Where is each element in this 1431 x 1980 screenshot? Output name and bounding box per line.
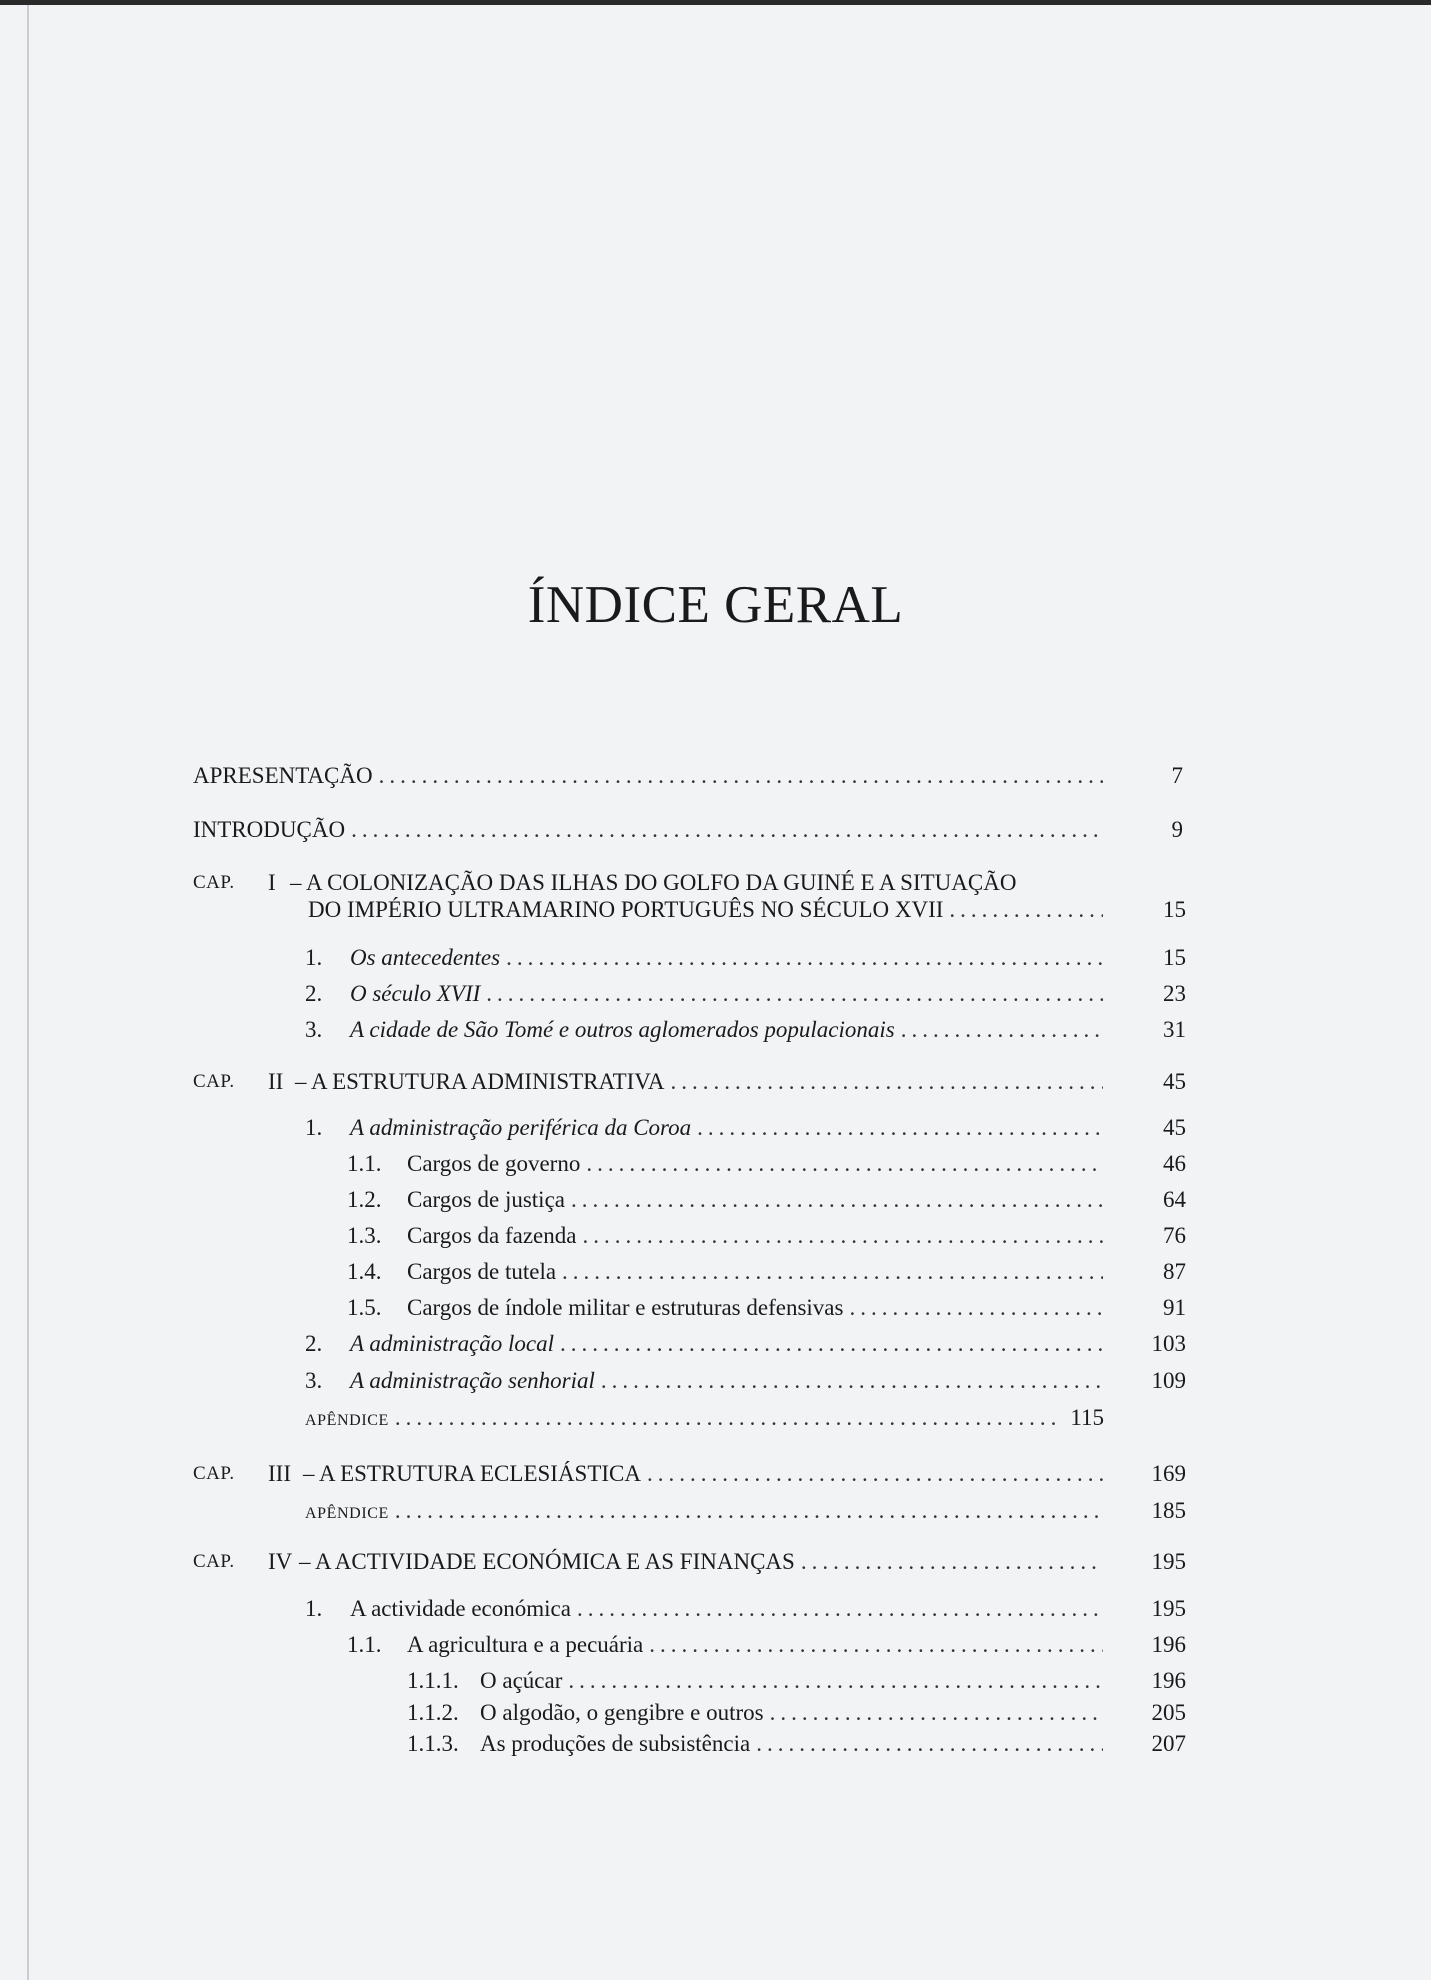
toc-label: O século XVII	[350, 981, 481, 1006]
toc-page: 109	[1151, 1368, 1186, 1393]
toc-label: As produções de subsistência	[480, 1731, 751, 1756]
toc-entry	[305, 980, 1107, 1008]
toc-entry-cap1	[308, 896, 1107, 924]
leader-dots	[647, 1460, 1103, 1488]
toc-entry-appendix	[305, 1497, 1107, 1528]
toc-entry	[305, 1114, 1107, 1142]
toc-entry	[347, 1150, 1107, 1178]
leader-dots	[949, 896, 1103, 924]
toc-entry	[347, 1186, 1107, 1214]
toc-label: – A ACTIVIDADE ECONÓMICA E AS FINANÇAS	[299, 1549, 795, 1574]
toc-page: 9	[1171, 817, 1183, 842]
toc-entry	[347, 1258, 1107, 1286]
leader-dots	[571, 1186, 1103, 1214]
toc-entry-appendix	[305, 1404, 1062, 1435]
toc-number: 2.	[305, 981, 323, 1006]
toc-number: 1.	[305, 945, 323, 970]
scan-left-edge	[27, 5, 29, 1980]
chapter-title-line	[290, 869, 1016, 897]
toc-entry	[305, 944, 1107, 972]
leader-dots	[849, 1294, 1103, 1322]
toc-number: 3.	[305, 1368, 323, 1393]
toc-label: A administração local	[350, 1331, 555, 1356]
toc-page: 76	[1163, 1223, 1186, 1248]
toc-label: A administração senhorial	[350, 1368, 595, 1393]
toc-label: A actividade económica	[350, 1596, 571, 1621]
toc-label: – A ESTRUTURA ADMINISTRATIVA	[295, 1069, 665, 1094]
toc-label: APRESENTAÇÃO	[193, 763, 373, 788]
toc-entry	[305, 1595, 1107, 1623]
toc-number: 1.1.1.	[407, 1668, 459, 1693]
toc-entry	[407, 1730, 1107, 1758]
toc-entry	[305, 1367, 1107, 1395]
toc-number: 1.1.	[347, 1151, 382, 1176]
toc-entry-cap2	[295, 1068, 1107, 1096]
toc-page: 23	[1163, 981, 1186, 1006]
toc-page: 195	[1151, 1596, 1186, 1621]
toc-number: 2.	[305, 1331, 323, 1356]
toc-entry	[407, 1667, 1107, 1695]
leader-dots	[395, 1404, 1058, 1432]
toc-page: 169	[1151, 1461, 1186, 1486]
toc-number: 1.3.	[347, 1223, 382, 1248]
leader-dots	[697, 1114, 1103, 1142]
toc-page: 185	[1151, 1498, 1186, 1523]
leader-dots	[577, 1595, 1103, 1623]
toc-label: – A ESTRUTURA ECLESIÁSTICA	[303, 1461, 642, 1486]
leader-dots	[671, 1068, 1103, 1096]
leader-dots	[649, 1631, 1103, 1659]
leader-dots	[568, 1667, 1103, 1695]
toc-number: 3.	[305, 1017, 323, 1042]
toc-label: O açúcar	[480, 1668, 563, 1693]
leader-dots	[351, 816, 1103, 844]
scan-top-edge	[0, 0, 1431, 5]
toc-page: 196	[1151, 1668, 1186, 1693]
chapter-prefix: CAP.	[193, 872, 235, 893]
leader-dots	[770, 1699, 1103, 1727]
toc-number: 1.4.	[347, 1259, 382, 1284]
leader-dots	[901, 1016, 1103, 1044]
toc-label: APÊNDICE	[305, 1505, 389, 1522]
toc-label: DO IMPÉRIO ULTRAMARINO PORTUGUÊS NO SÉCULO XVII	[308, 897, 944, 922]
toc-entry	[347, 1222, 1107, 1250]
leader-dots	[486, 980, 1103, 1008]
toc-page: 195	[1151, 1549, 1186, 1574]
toc-label: A administração periférica da Coroa	[350, 1115, 692, 1140]
toc-label: A agricultura e a pecuária	[407, 1632, 644, 1657]
chapter-number: I	[268, 870, 276, 895]
chapter-number: IV	[268, 1549, 293, 1574]
toc-label: Cargos de tutela	[407, 1259, 557, 1284]
toc-number: 1.5.	[347, 1295, 382, 1320]
toc-label: Cargos de índole militar e estruturas defensivas	[407, 1295, 844, 1320]
chapter-number: II	[268, 1069, 284, 1094]
toc-entry-introducao	[193, 816, 1107, 844]
chapter-number: III	[268, 1461, 291, 1486]
toc-number: 1.	[305, 1115, 323, 1140]
leader-dots	[560, 1330, 1103, 1358]
toc-page: 87	[1163, 1259, 1186, 1284]
toc-entry	[305, 1330, 1107, 1358]
toc-label: Cargos de justiça	[407, 1187, 565, 1212]
toc-page: 64	[1163, 1187, 1186, 1212]
toc-page: 15	[1163, 945, 1186, 970]
chapter-prefix: CAP.	[193, 1071, 235, 1092]
leader-dots	[379, 762, 1103, 790]
toc-number: 1.1.2.	[407, 1700, 459, 1725]
toc-page: 91	[1163, 1295, 1186, 1320]
toc-page: 115	[1070, 1405, 1104, 1430]
toc-label: A cidade de São Tomé e outros aglomerados populacionais	[350, 1017, 895, 1042]
leader-dots	[506, 944, 1103, 972]
toc-page: 15	[1163, 897, 1186, 922]
toc-number: 1.1.	[347, 1632, 382, 1657]
toc-entry	[347, 1631, 1107, 1659]
toc-label: APÊNDICE	[305, 1412, 389, 1429]
toc-number: 1.1.3.	[407, 1731, 459, 1756]
leader-dots	[395, 1497, 1103, 1525]
leader-dots	[756, 1730, 1103, 1758]
toc-page: 205	[1151, 1700, 1186, 1725]
toc-page: 45	[1163, 1115, 1186, 1140]
toc-number: 1.2.	[347, 1187, 382, 1212]
toc-number: 1.	[305, 1596, 323, 1621]
toc-page: 46	[1163, 1151, 1186, 1176]
leader-dots	[801, 1548, 1103, 1576]
toc-page: 103	[1151, 1331, 1186, 1356]
toc-entry-cap3	[303, 1460, 1107, 1488]
toc-page: 207	[1151, 1731, 1186, 1756]
leader-dots	[586, 1150, 1103, 1178]
toc-page: 7	[1171, 763, 1183, 788]
chapter-prefix: CAP.	[193, 1551, 235, 1572]
toc-page: 196	[1151, 1632, 1186, 1657]
toc-label: Os antecedentes	[350, 945, 501, 970]
toc-entry-cap4	[299, 1548, 1107, 1576]
toc-label: Cargos da fazenda	[407, 1223, 577, 1248]
toc-entry	[407, 1699, 1107, 1727]
toc-page: 31	[1163, 1017, 1186, 1042]
toc-page: 45	[1163, 1069, 1186, 1094]
toc-label: INTRODUÇÃO	[193, 817, 346, 842]
chapter-prefix: CAP.	[193, 1463, 235, 1484]
leader-dots	[582, 1222, 1103, 1250]
page-title: ÍNDICE GERAL	[527, 576, 904, 634]
toc-entry	[305, 1016, 1107, 1044]
toc-entry	[347, 1294, 1107, 1322]
leader-dots	[562, 1258, 1103, 1286]
toc-entry-apresentacao	[193, 762, 1107, 790]
toc-label: Cargos de governo	[407, 1151, 581, 1176]
leader-dots	[601, 1367, 1103, 1395]
toc-label: – A COLONIZAÇÃO DAS ILHAS DO GOLFO DA GUINÉ E A SITUAÇÃO	[290, 870, 1017, 895]
toc-label: O algodão, o gengibre e outros	[480, 1700, 764, 1725]
